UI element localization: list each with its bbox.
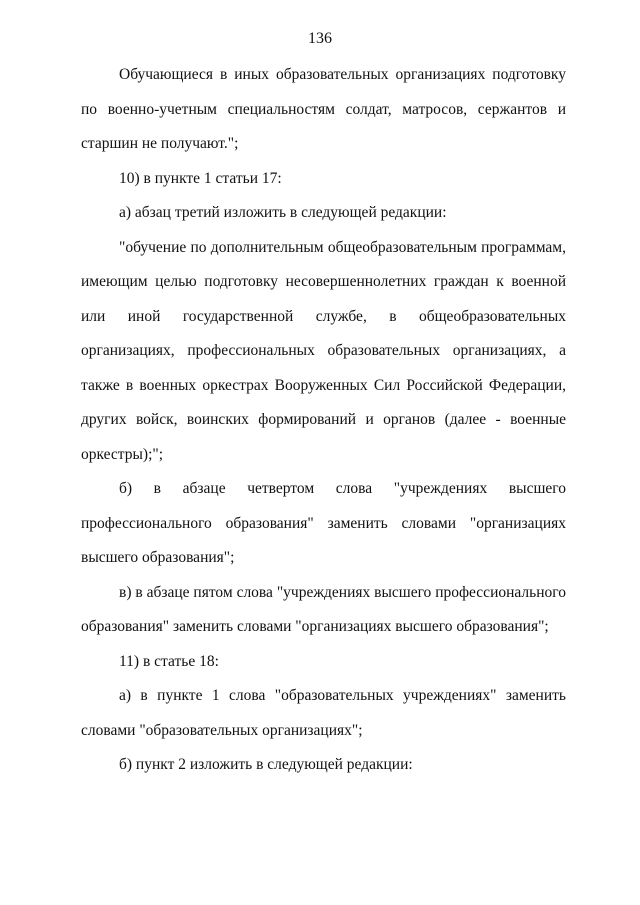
paragraph-2: 10) в пункте 1 статьи 17: — [119, 169, 282, 187]
paragraph-5: б) в абзаце четвертом слова "учреждениях высшего профессионального образования" заменить словами "организациях высшего образования"; — [81, 480, 566, 566]
paragraph-4: "обучение по дополнительным общеобразовательным программам, имеющим целью подготовку несовершеннолетних граждан к военной или иной государственной службе, в общеобразовательных организациях, профессиональных образовательных организациях, а также в военных оркестрах Вооруженных Сил Российской Федерации, других войск, воинских формирований и органов (далее - военные оркестры);"; — [81, 238, 566, 463]
paragraph-8: а) в пункте 1 слова "образовательных учреждениях" заменить словами "образовательных организациях"; — [81, 687, 566, 739]
paragraph-7: 11) в статье 18: — [119, 652, 219, 670]
paragraph-3: а) абзац третий изложить в следующей редакции: — [119, 204, 447, 221]
paragraph-6: в) в абзаце пятом слова "учреждениях высшего профессионального образования" заменить словами "организациях высшего образования"; — [81, 583, 566, 635]
document-body — [81, 58, 566, 783]
paragraph-1: Обучающиеся в иных образовательных организациях подготовку по военно-учетным специальностям солдат, матросов, сержантов и старшин не получают."; — [81, 66, 566, 152]
page-number: 136 — [308, 30, 332, 47]
paragraph-9: б) пункт 2 изложить в следующей редакции: — [119, 756, 413, 773]
